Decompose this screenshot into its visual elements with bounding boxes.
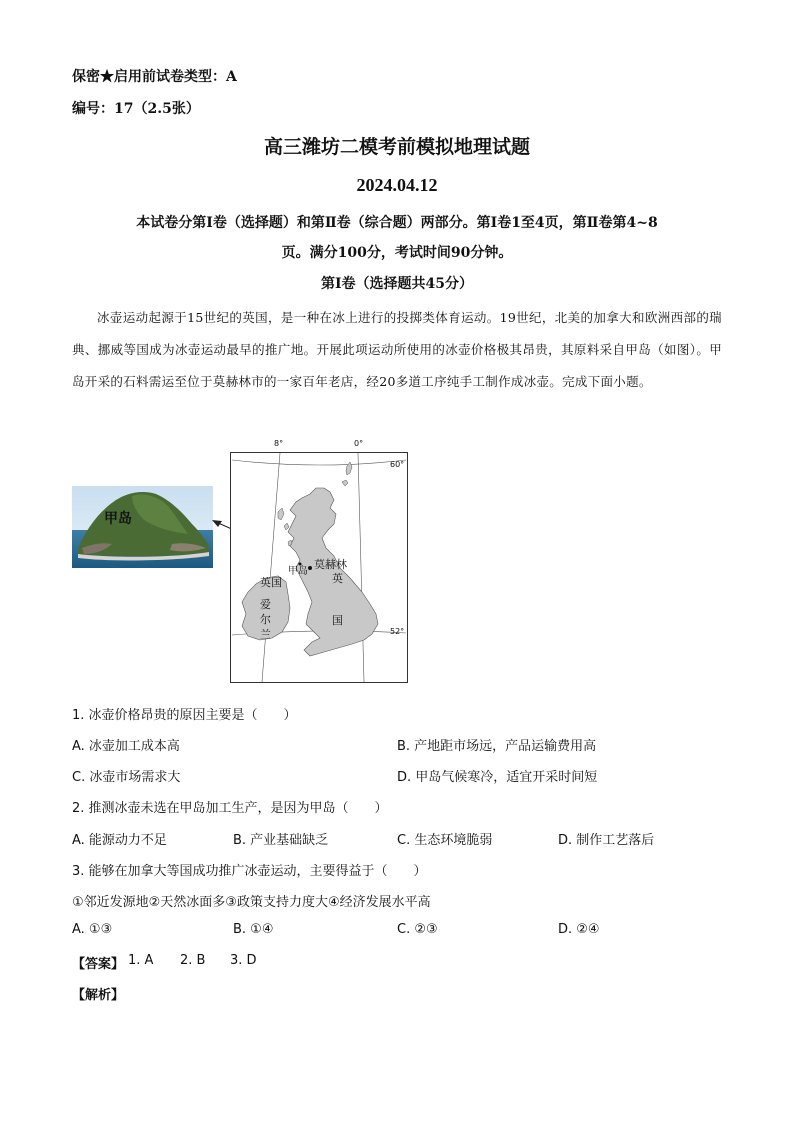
question-2-option-c: C. 生态环境脆弱 [397,833,493,848]
page-title: 高三潍坊二模考前模拟地理试题 [263,136,530,158]
uk-map [230,439,408,683]
question-3-option-c: C. ②③ [397,922,438,937]
section-title: 第Ⅰ卷（选择题共45分） [320,276,474,292]
intro-line-2: 页。满分100分，考试时间90分钟。 [281,245,513,261]
question-2-stem: 2. 推测冰壶未选在甲岛加工生产，是因为甲岛（ ） [72,801,388,816]
map-uk-char-2: 国 [332,614,343,627]
question-3-option-d: D. ②④ [558,922,600,937]
lon-0-label: 0° [354,439,364,448]
intro-line-1: 本试卷分第Ⅰ卷（选择题）和第Ⅱ卷（综合题）两部分。第Ⅰ卷1至4页，第Ⅱ卷第4~8 [136,215,658,231]
photo-label: 甲岛 [104,511,132,527]
lon-8-label: 8° [274,439,284,448]
answer-3: 3. D [230,953,257,968]
map-city-label: 莫赫林 [314,558,347,571]
question-1-option-b: B. 产地距市场远，产品运输费用高 [397,739,597,754]
question-3-option-a: A. ①③ [72,922,113,937]
question-1-stem: 1. 冰壶价格昂贵的原因主要是（ ） [72,708,297,723]
passage-text: 冰壶运动起源于15世纪的英国，是一种在冰上进行的投掷类体育运动。19世纪，北美的加拿大和欧洲西部的瑞典、挪威等国成为冰壶运动最早的推广地。开展此项运动所使用的冰壶价格极其昂贵，其原料采自甲岛（如图）。甲岛开采的石料需运至位于莫赫林市的一家百年老店，经20多道工序纯手工制作成冰壶。完成下面小题。 [72,310,722,389]
analysis-label: 【解析】 [72,988,125,1003]
lat-60-label: 60° [390,460,405,469]
answer-label: 【答案】 [72,957,125,972]
answer-2: 2. B [180,953,206,968]
lat-52-label: 52° [390,627,405,636]
map-ireland-char-1: 爱 [260,598,271,611]
secret-line: 保密★启用前试卷类型：A [72,69,237,85]
answer-1: 1. A [128,953,154,968]
question-3-statements: ①邻近发源地②天然冰面多③政策支持力度大④经济发展水平高 [72,895,431,910]
map-ireland-char-2: 尔 [260,613,271,626]
question-3-stem: 3. 能够在加拿大等国成功推广冰壶运动，主要得益于（ ） [72,864,427,879]
map-island-label: 甲岛 [288,566,308,577]
question-1-option-c: C. 冰壶市场需求大 [72,770,181,785]
map-ireland-char-3: 兰 [260,628,271,641]
question-3-option-b: B. ①④ [233,922,274,937]
question-1-option-a: A. 冰壶加工成本高 [72,739,180,754]
island-photo-image [72,486,213,568]
island-photo [72,486,213,568]
exam-date: 2024.04.12 [356,175,438,195]
question-2-option-a: A. 能源动力不足 [72,833,167,848]
question-1-option-d: D. 甲岛气候寒冷，适宜开采时间短 [397,770,598,785]
map-uk-char-1: 英 [332,572,343,585]
question-2-option-d: D. 制作工艺落后 [558,833,655,848]
number-line: 编号：17（2.5张） [72,101,200,117]
question-2-option-b: B. 产业基础缺乏 [233,833,329,848]
map-uk-left-label: 英国 [260,576,282,589]
